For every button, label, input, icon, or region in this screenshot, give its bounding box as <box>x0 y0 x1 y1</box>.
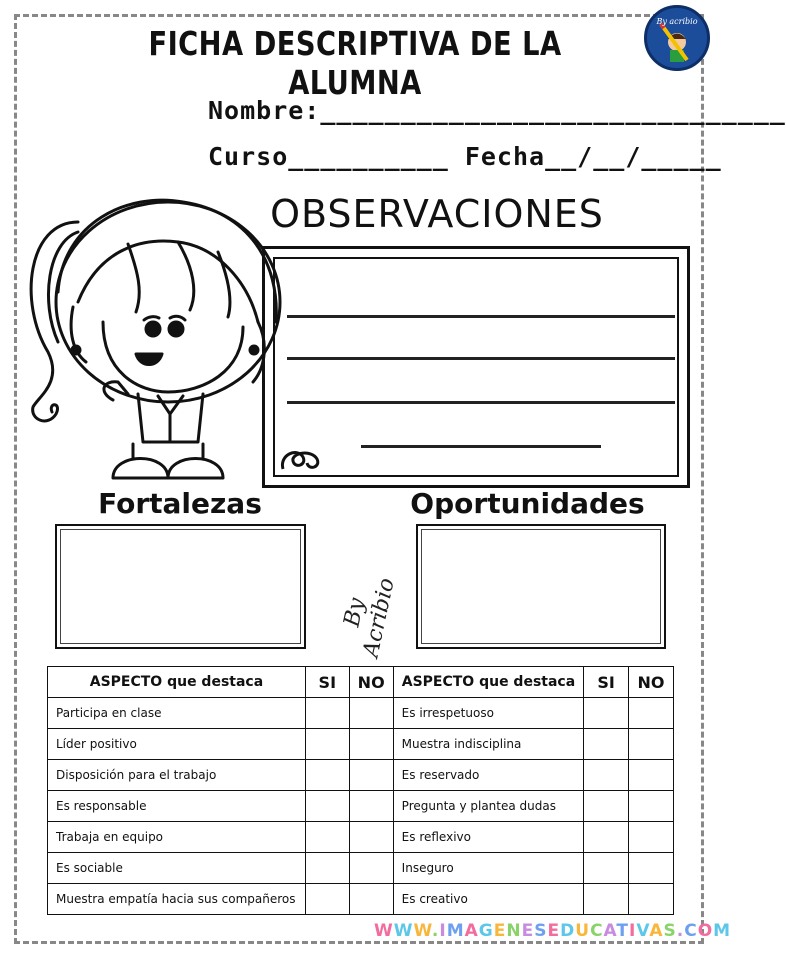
si-checkbox-cell[interactable] <box>305 822 349 853</box>
table-row <box>48 729 674 760</box>
no-checkbox-cell[interactable] <box>628 884 673 915</box>
si-checkbox-cell[interactable] <box>584 760 629 791</box>
girl-illustration <box>18 182 280 486</box>
column-header-aspecto-right: ASPECTO que destaca <box>393 667 584 698</box>
oportunidades-box <box>416 524 666 649</box>
no-checkbox-cell[interactable] <box>628 729 673 760</box>
column-header-si-right: SI <box>584 667 629 698</box>
aspects-table <box>47 666 674 915</box>
no-checkbox-cell[interactable] <box>628 822 673 853</box>
no-checkbox-cell[interactable] <box>349 822 393 853</box>
si-checkbox-cell[interactable] <box>584 698 629 729</box>
writing-line <box>361 445 601 448</box>
oportunidades-heading: Oportunidades <box>410 487 645 520</box>
observaciones-heading: OBSERVACIONES <box>270 192 604 236</box>
aspect-left-cell: Trabaja en equipo <box>48 822 306 853</box>
aspect-left-cell: Muestra empatía hacia sus compañeros <box>48 884 306 915</box>
no-checkbox-cell[interactable] <box>628 698 673 729</box>
writing-line <box>287 315 675 318</box>
aspect-left-cell: Líder positivo <box>48 729 306 760</box>
table-row <box>48 884 674 915</box>
aspect-right-cell: Es irrespetuoso <box>393 698 584 729</box>
si-checkbox-cell[interactable] <box>584 884 629 915</box>
si-checkbox-cell[interactable] <box>305 884 349 915</box>
aspect-right-cell: Muestra indisciplina <box>393 729 584 760</box>
si-checkbox-cell[interactable] <box>305 729 349 760</box>
si-checkbox-cell[interactable] <box>305 853 349 884</box>
table-row <box>48 853 674 884</box>
fortalezas-heading: Fortalezas <box>98 487 262 520</box>
no-checkbox-cell[interactable] <box>349 853 393 884</box>
aspect-right-cell: Es creativo <box>393 884 584 915</box>
table-row <box>48 791 674 822</box>
column-header-no-right: NO <box>628 667 673 698</box>
si-checkbox-cell[interactable] <box>584 853 629 884</box>
no-checkbox-cell[interactable] <box>349 884 393 915</box>
aspect-left-cell: Es responsable <box>48 791 306 822</box>
aspect-left-cell: Disposición para el trabajo <box>48 760 306 791</box>
no-checkbox-cell[interactable] <box>349 698 393 729</box>
no-checkbox-cell[interactable] <box>349 760 393 791</box>
no-checkbox-cell[interactable] <box>628 853 673 884</box>
observaciones-inner-frame <box>273 257 679 477</box>
page-title: FICHA DESCRIPTIVA DE LA ALUMNA <box>148 24 562 102</box>
table-row <box>48 698 674 729</box>
writing-line <box>287 401 675 404</box>
aspect-right-cell: Pregunta y plantea dudas <box>393 791 584 822</box>
si-checkbox-cell[interactable] <box>305 760 349 791</box>
no-checkbox-cell[interactable] <box>628 760 673 791</box>
column-header-aspecto-left: ASPECTO que destaca <box>48 667 306 698</box>
nombre-field: Nombre:_____________________________ <box>208 96 786 125</box>
aspect-right-cell: Es reservado <box>393 760 584 791</box>
curso-fecha-field: Curso__________ Fecha__/__/_____ <box>208 142 722 171</box>
table-row <box>48 822 674 853</box>
no-checkbox-cell[interactable] <box>349 729 393 760</box>
aspect-left-cell: Es sociable <box>48 853 306 884</box>
website-text: WWW.IMAGENESEDUCATIVAS.COM <box>374 921 732 941</box>
si-checkbox-cell[interactable] <box>305 791 349 822</box>
si-checkbox-cell[interactable] <box>584 822 629 853</box>
si-checkbox-cell[interactable] <box>584 791 629 822</box>
table-header-row <box>48 667 674 698</box>
no-checkbox-cell[interactable] <box>349 791 393 822</box>
aspect-left-cell: Participa en clase <box>48 698 306 729</box>
si-checkbox-cell[interactable] <box>305 698 349 729</box>
table-row <box>48 760 674 791</box>
no-checkbox-cell[interactable] <box>628 791 673 822</box>
si-checkbox-cell[interactable] <box>584 729 629 760</box>
author-signature: By Acribio <box>339 575 400 660</box>
fortalezas-box <box>55 524 306 649</box>
aspect-right-cell: Inseguro <box>393 853 584 884</box>
author-logo-badge <box>644 5 710 71</box>
website-footer <box>374 921 732 941</box>
column-header-si-left: SI <box>305 667 349 698</box>
badge-label: By acribio <box>656 17 698 26</box>
column-header-no-left: NO <box>349 667 393 698</box>
aspect-right-cell: Es reflexivo <box>393 822 584 853</box>
observaciones-box <box>262 246 690 488</box>
writing-line <box>287 357 675 360</box>
curl-ornament-icon <box>277 441 327 477</box>
